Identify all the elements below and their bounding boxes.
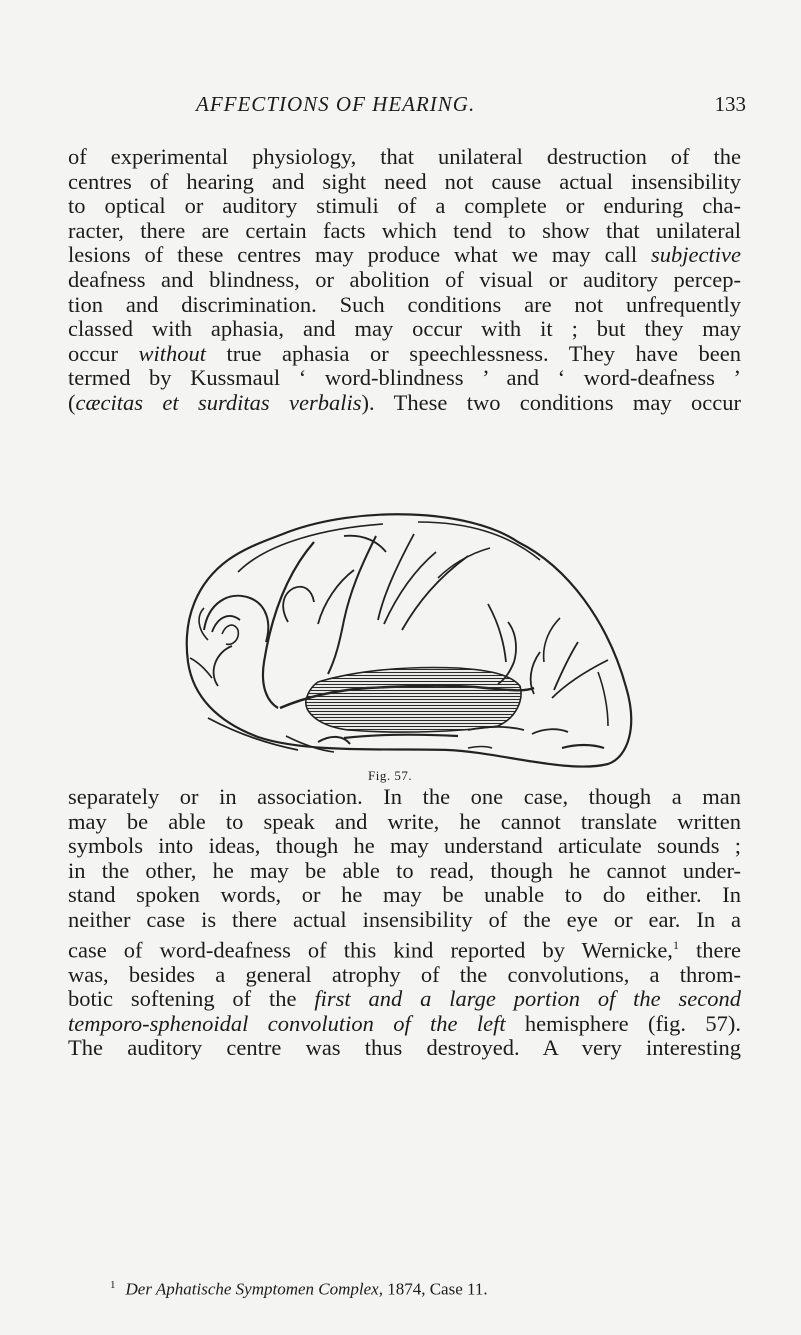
italic-span: without: [138, 340, 207, 366]
text-line: [68, 987, 741, 1012]
running-head: [0, 92, 801, 122]
paragraph-1: [68, 145, 741, 416]
text-line: centres of hearing and sight need not cause actual insensibility: [68, 168, 741, 194]
running-title: AFFECTIONS OF HEARING.: [196, 92, 476, 116]
text-line: [68, 933, 741, 963]
text-span: case of word-deafness of this kind reported by Wernicke,: [68, 937, 673, 963]
text-line: in the other, he may be able to read, though he cannot under-: [68, 857, 741, 883]
footnote-mark: 1: [110, 1279, 116, 1291]
text-span: botic softening of the: [68, 986, 315, 1012]
text-line: neither case is there actual insensibility of the eye or ear. In a: [68, 906, 741, 932]
text-line: [68, 342, 741, 367]
text-line: tion and discrimination. Such conditions are not unfrequently: [68, 291, 741, 317]
footnote-title: Der Aphatische Symptomen Complex,: [125, 1279, 383, 1299]
text-span: true aphasia or speechlessness. They have been: [206, 340, 741, 366]
lesion-area: [306, 668, 521, 733]
brain-diagram: [168, 512, 644, 770]
brain-inner-outline: [238, 524, 383, 572]
footnote-reference: 1: [672, 937, 679, 952]
brain-figure: [168, 512, 644, 770]
text-line: classed with aphasia, and may occur with it ; but they may: [68, 316, 741, 342]
text-span: hemisphere (fig. 57).: [505, 1010, 741, 1036]
text-span: there: [678, 937, 741, 963]
text-line: of experimental physiology, that unilateral destruction of the: [68, 144, 741, 169]
text-line: may be able to speak and write, he cannot translate written: [68, 808, 741, 834]
text-line: was, besides a general atrophy of the convolutions, a throm-: [68, 961, 741, 987]
text-line: racter, there are certain facts which tend to show that unilateral: [68, 217, 741, 243]
text-line: symbols into ideas, though he may understand articulate sounds ;: [68, 833, 741, 859]
gyrus-line: [204, 596, 268, 642]
text-span: ). These two conditions may occur: [361, 389, 741, 415]
text-line: separately or in association. In the one case, though a man: [68, 784, 741, 809]
italic-span: temporo-sphenoidal convolution of the left: [68, 1010, 506, 1036]
text-line: termed by Kussmaul ‘ word-blindness ’ and ‘ word-deafness ’: [68, 365, 741, 391]
text-span: (: [68, 389, 76, 415]
text-line: stand spoken words, or he may be unable to do either. In: [68, 882, 741, 908]
text-line: The auditory centre was thus destroyed. A very interesting: [68, 1035, 741, 1061]
text-line: [68, 391, 741, 416]
text-span: lesions of these centres may produce what we may call: [68, 242, 652, 268]
text-line: [68, 1012, 741, 1037]
footnote: [110, 1279, 488, 1300]
italic-span: cæcitas et surditas verbalis: [75, 389, 362, 415]
italic-span: first and a large portion of the second: [314, 986, 741, 1012]
text-line: deafness and blindness, or abolition of visual or auditory percep-: [68, 266, 741, 292]
italic-span: subjective: [651, 242, 741, 268]
footnote-text: 1874, Case 11.: [382, 1279, 488, 1299]
figure-caption: Fig. 57.: [368, 768, 413, 783]
text-line: [68, 243, 741, 268]
central-fissure: [263, 542, 314, 708]
text-span: occur: [68, 340, 139, 366]
paragraph-2: [68, 785, 741, 1061]
gyrus-line: [488, 604, 506, 662]
page-number: 133: [714, 92, 746, 116]
text-line: to optical or auditory stimuli of a complete or enduring cha-: [68, 193, 741, 219]
